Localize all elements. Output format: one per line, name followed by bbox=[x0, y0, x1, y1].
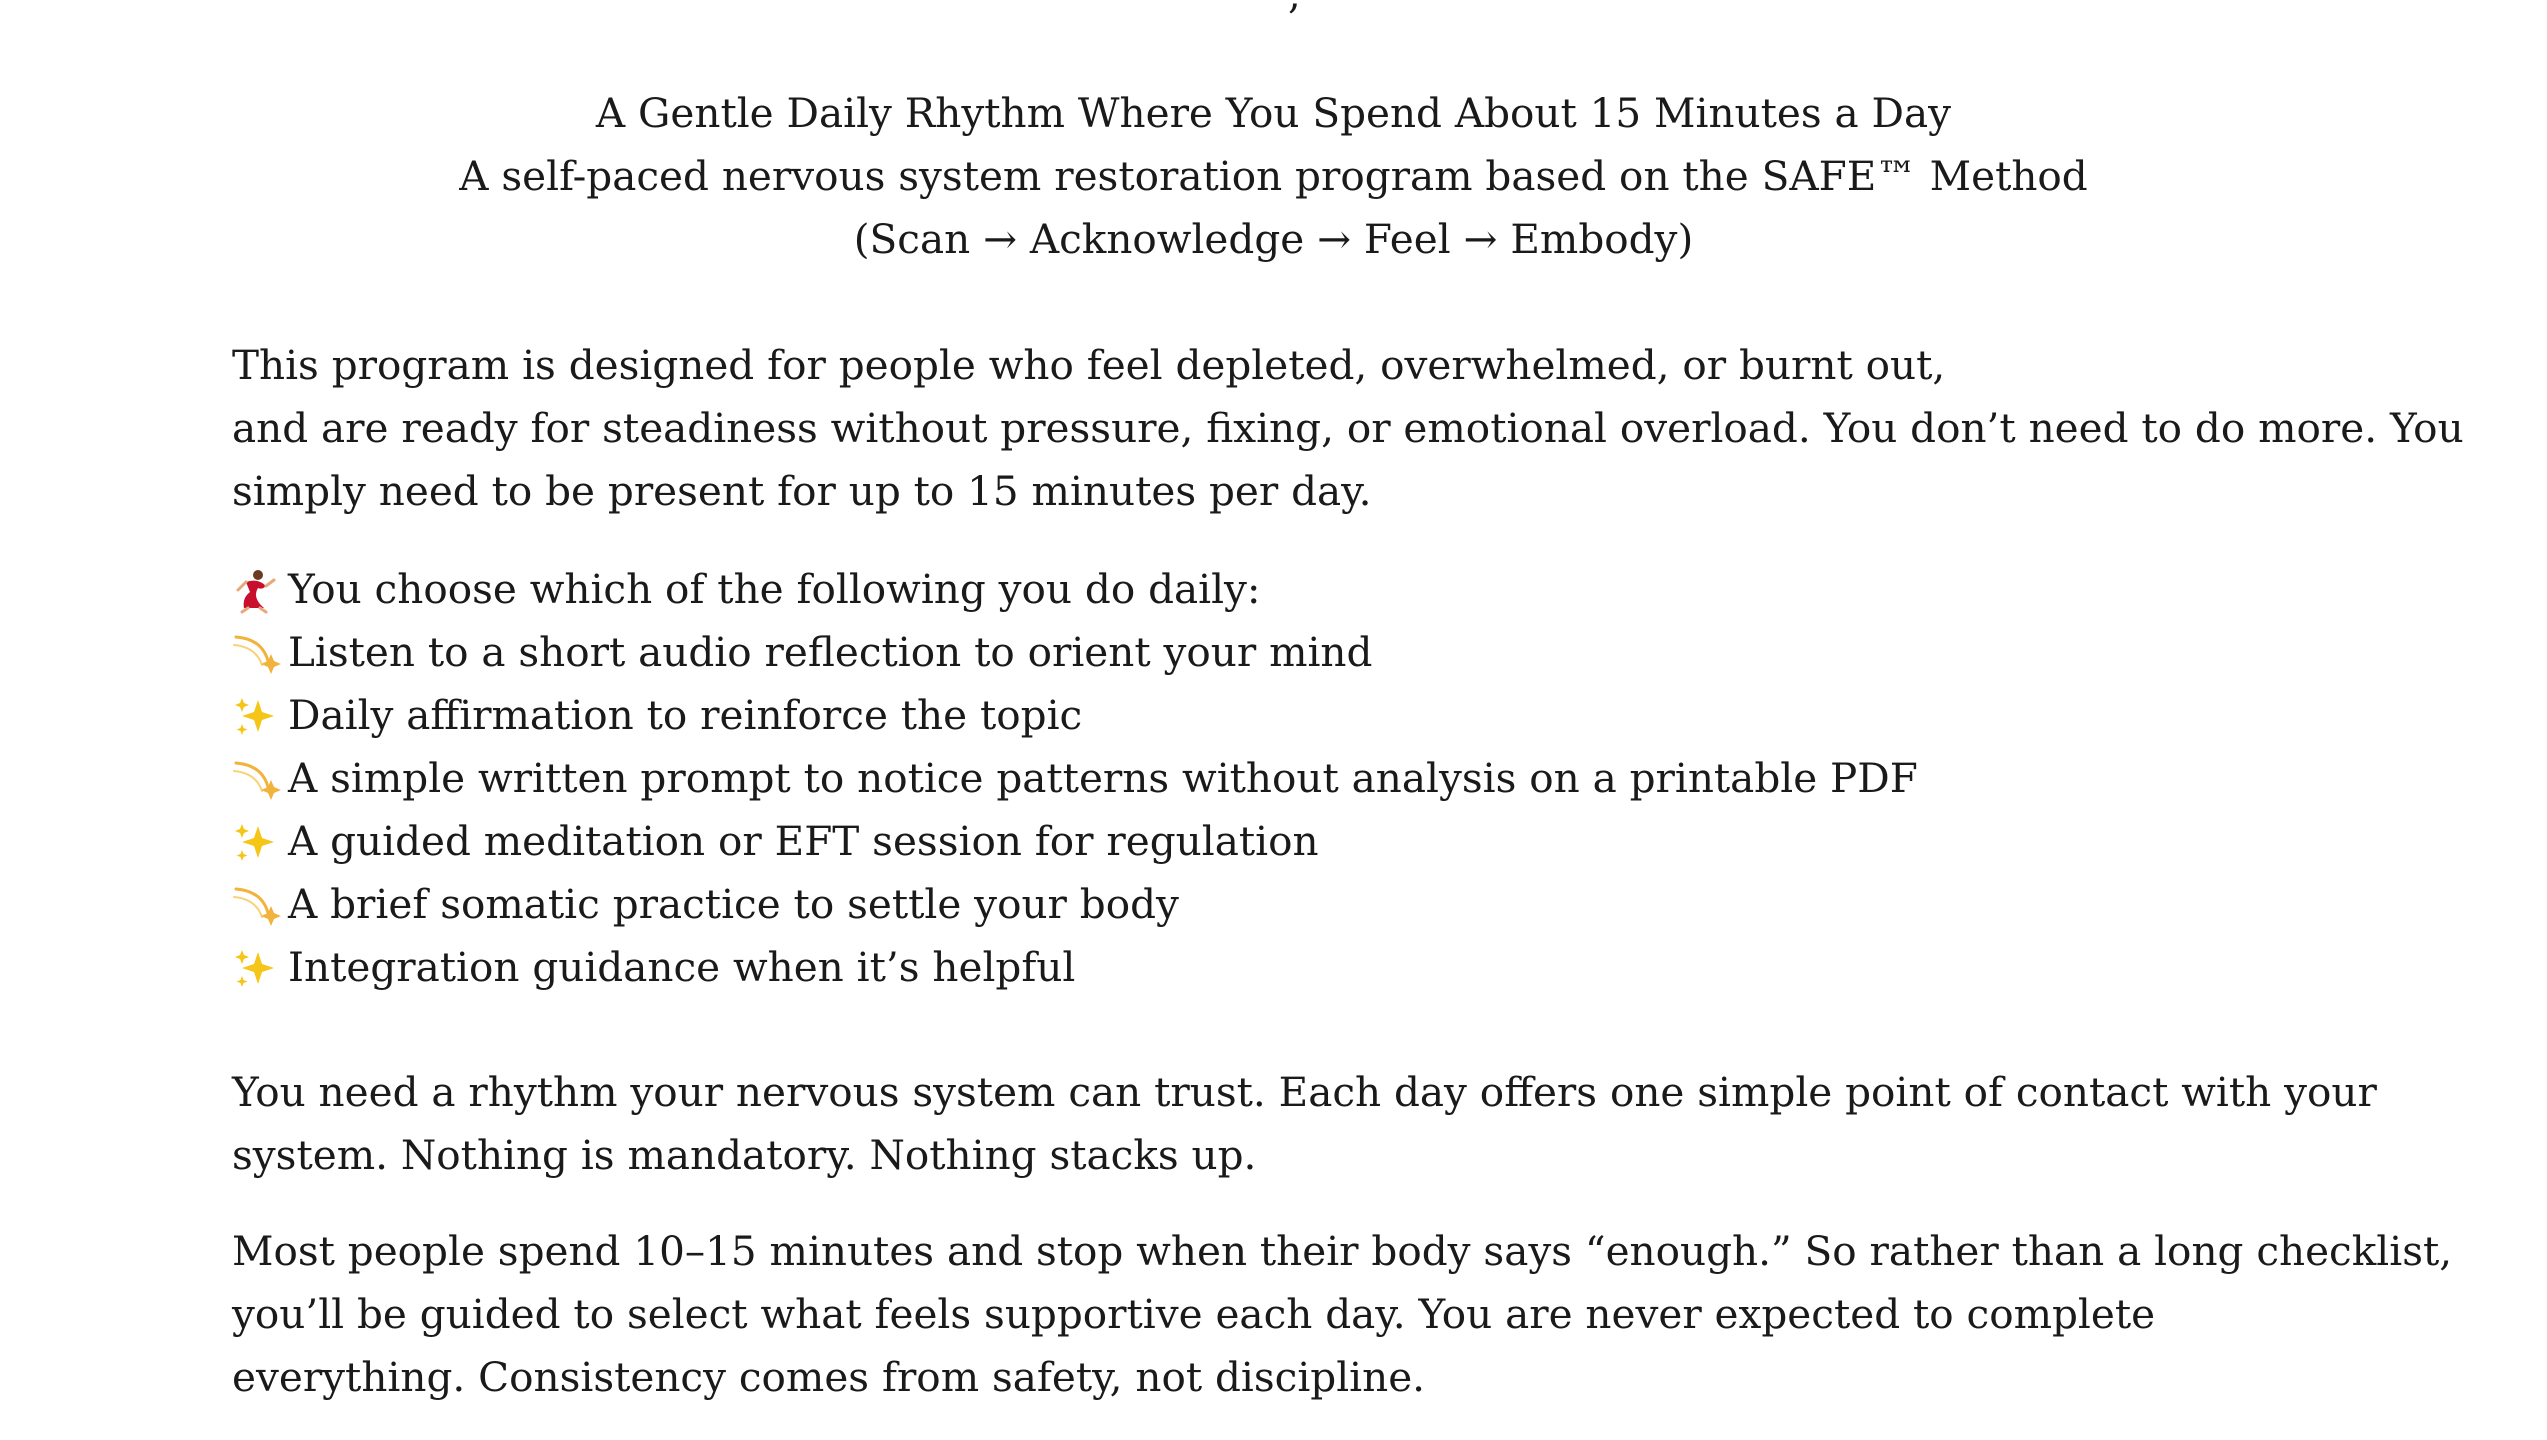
list-item bbox=[232, 936, 2315, 999]
list-lead bbox=[232, 558, 2315, 621]
program-subtitle: A self-paced nervous system restoration program based on the SAFE™ Method bbox=[459, 152, 2088, 200]
list-item bbox=[232, 621, 2315, 684]
method-steps: (Scan → Acknowledge → Feel → Embody) bbox=[853, 215, 1694, 263]
daily-choices-list bbox=[232, 558, 2315, 999]
list-item bbox=[232, 873, 2315, 936]
time-line: you’ll be guided to select what feels supportive each day. You are never expected to complete bbox=[232, 1290, 2156, 1338]
sparkles-icon bbox=[232, 946, 278, 990]
rhythm-line: You need a rhythm your nervous system can trust. Each day offers one simple point of contact with your bbox=[232, 1068, 2377, 1116]
intro-line: This program is designed for people who feel depleted, overwhelmed, or burnt out, bbox=[232, 341, 1946, 389]
list-item-text: Integration guidance when it’s helpful bbox=[288, 943, 1076, 991]
time-line: Most people spend 10–15 minutes and stop when their body says “enough.” So rather than a long checklist, bbox=[232, 1227, 2453, 1275]
dizzy-comet-icon bbox=[232, 631, 278, 675]
sparkles-icon bbox=[232, 694, 278, 738]
rhythm-paragraph bbox=[232, 1061, 2377, 1187]
intro-paragraph bbox=[232, 334, 2464, 523]
sparkles-icon bbox=[232, 820, 278, 864]
time-paragraph bbox=[232, 1220, 2453, 1409]
time-line: everything. Consistency comes from safety, not discipline. bbox=[232, 1353, 1426, 1401]
list-item-text: Daily affirmation to reinforce the topic bbox=[288, 691, 1083, 739]
list-item-text: A brief somatic practice to settle your body bbox=[288, 880, 1179, 928]
list-item-text: A guided meditation or EFT session for regulation bbox=[288, 817, 1319, 865]
list-item bbox=[232, 747, 2315, 810]
dizzy-comet-icon bbox=[232, 757, 278, 801]
dizzy-comet-icon bbox=[232, 883, 278, 927]
program-tagline: A Gentle Daily Rhythm Where You Spend About 15 Minutes a Day bbox=[595, 89, 1952, 137]
list-item bbox=[232, 810, 2315, 873]
list-item-text: A simple written prompt to notice patterns without analysis on a printable PDF bbox=[288, 754, 1918, 802]
program-header bbox=[232, 82, 2315, 271]
intro-line: and are ready for steadiness without pressure, fixing, or emotional overload. You don’t need to do more. You bbox=[232, 404, 2464, 452]
cut-off-text-fragment bbox=[1288, 0, 1302, 2]
list-lead-text: You choose which of the following you do daily: bbox=[288, 565, 1261, 613]
list-item-text: Listen to a short audio reflection to orient your mind bbox=[288, 628, 1373, 676]
rhythm-line: system. Nothing is mandatory. Nothing stacks up. bbox=[232, 1131, 1257, 1179]
list-item bbox=[232, 684, 2315, 747]
intro-line: simply need to be present for up to 15 minutes per day. bbox=[232, 467, 1372, 515]
dancer-icon bbox=[232, 568, 278, 612]
